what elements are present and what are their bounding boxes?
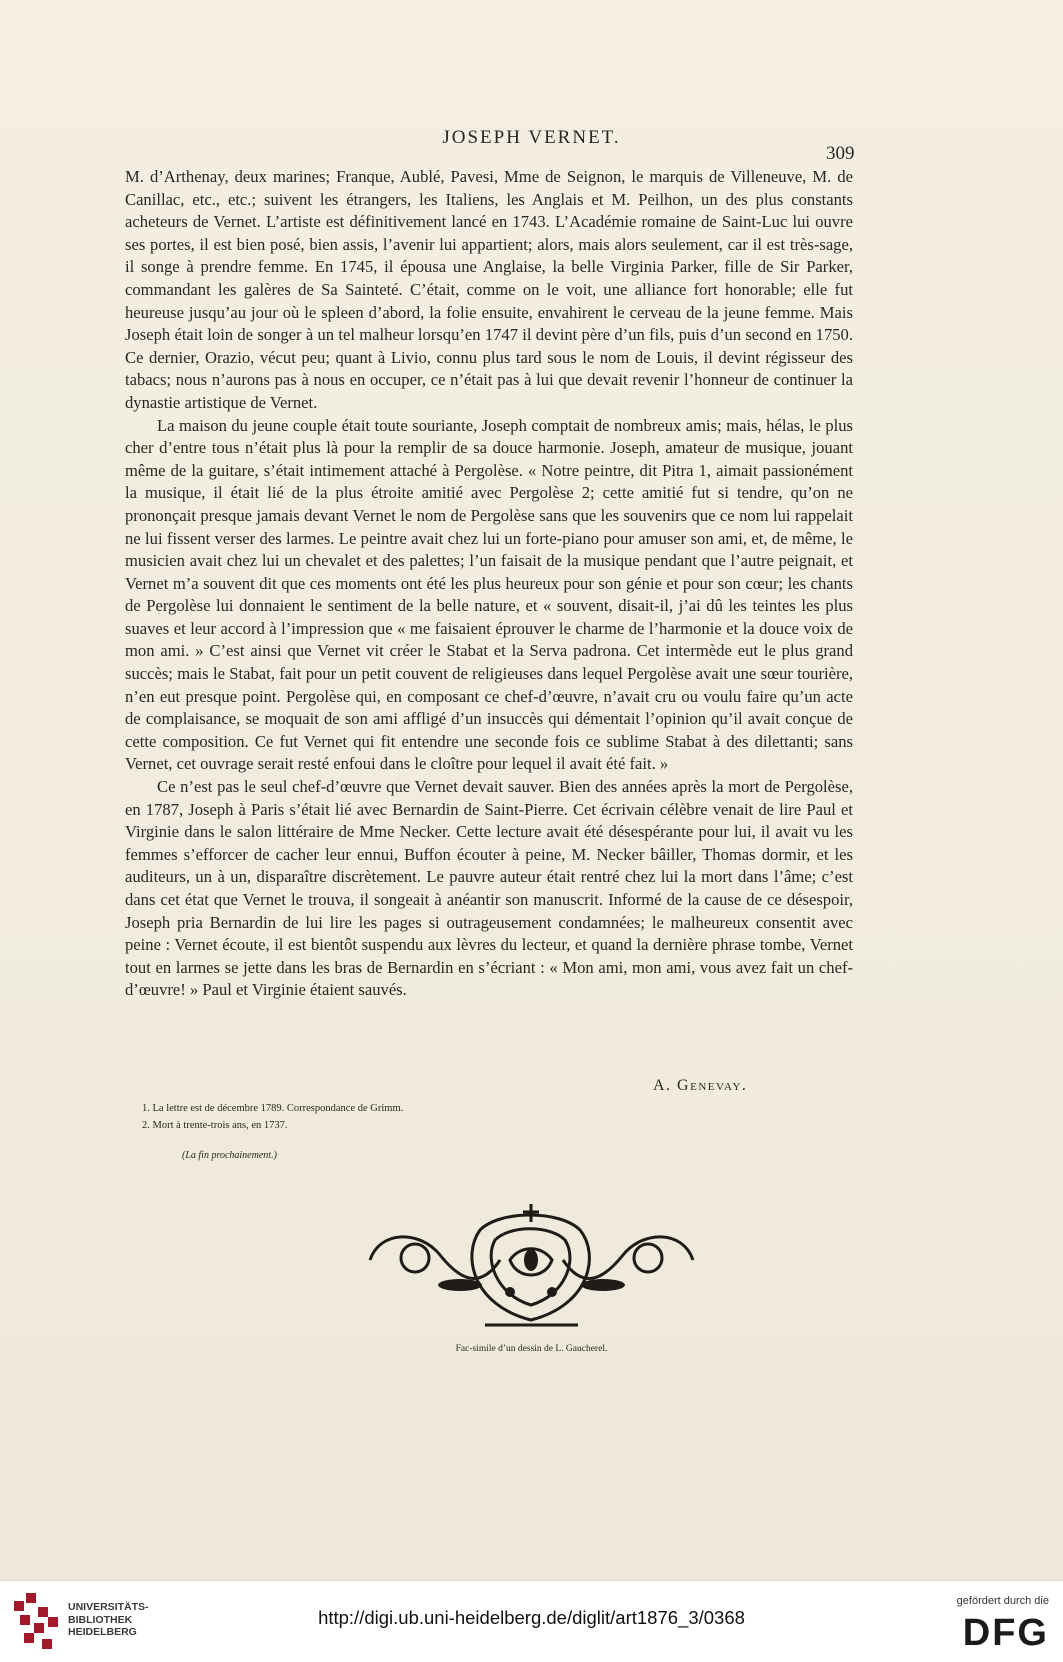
institution-name: UNIVERSITÄTS- BIBLIOTHEK HEIDELBERG [68,1601,149,1638]
dfg-logo: DFG [962,1612,1049,1654]
continuation-note: (La fin prochainement.) [182,1150,277,1161]
page-number: 309 [826,143,855,164]
running-head: JOSEPH VERNET. [442,127,621,148]
footnotes [142,1100,642,1134]
permalink-url[interactable]: http://digi.ub.uni-heidelberg.de/diglit/art1876_3/0368 [318,1607,745,1628]
footnote: 1. La lettre est de décembre 1789. Correspondance de Grimm. [142,1103,404,1114]
paragraph: La maison du jeune couple était toute souriante, Joseph comptait de nombreux amis; mais, hélas, le plus cher d’entre tous n’était plus là pour la remplir de sa douce harmonie. Joseph, amateur de musique, jouant même de la guitare, s’était intimement attaché à Pergolèse. « Notre peintre, dit Pitra 1, aimait passionément la musique, il était lié de la plus étroite amitié avec Pergolèse 2; cette amitié fut si tendre, qu’on ne prononçait presque jamais devant Vernet le nom de Pergolèse sans que les souvenirs que ce nom lui rappelait ne lui fissent verser des larmes. Le peintre avait chez lui un forte-piano pour amuser son ami, et, de même, le musicien avait chez lui un chevalet et des palettes; l’un faisait de la musique pendant que l’autre peignait, et Vernet m’a souvent dit que ces moments ont été les plus heureux pour son génie et pour son cœur; les chants de Pergolèse lui donnaient le sentiment de la belle nature, et « souvent, disait-il, j’ai dû les teintes les plus suaves et leur accord à l’impression que « me faisaient éprouver le charme de l’harmonie et la douce voix de mon ami. » C’est ainsi que Vernet vit créer le Stabat et la Serva padrona. Cet intermède eut le plus grand succès; mais le Stabat, fait pour un petit couvent de religieuses dans lequel Pergolèse avait une sœur tourière, n’en eut presque point. Pergolèse qui, en composant ce chef-d’œuvre, n’avait cru ou voulu faire qu’un acte de complaisance, se moquait de son ami affligé d’un insuccès qui démentait l’opinion qu’il avait conçue de cette composition. Ce fut Vernet qui fit entendre une seconde fois ce sublime Stabat à des dilettanti; sans Vernet, cet ouvrage serait resté enfoui dans le cloître pour lequel il avait été fait. » [125,415,853,774]
paragraph: M. d’Arthenay, deux marines; Franque, Aublé, Pavesi, Mme de Seignon, le marquis de Villeneuve, M. de Canillac, etc., etc.; suivent les étrangers, les Italiens, les Anglais et M. Peilhon, un des plus constants acheteurs de Vernet. L’artiste est définitivement lancé en 1743. L’Académie romaine de Saint-Luc lui ouvre ses portes, il est bien posé, bien assis, l’avenir lui appartient; alors, mais alors seulement, car il est très-sage, il songe à prendre femme. En 1745, il épousa une Anglaise, la belle Virginia Parker, fille de Sir Parker, commandant les galères de Sa Sainteté. C’était, comme on le voit, une alliance fort honorable; elle fut heureuse jusqu’au jour où le spleen d’abord, la folie ensuite, envahirent le cerveau de la jeune femme. Mais Joseph était loin de songer à un tel malheur lorsqu’en 1747 il devint père d’un fils, puis d’un second en 1750. Ce dernier, Orazio, vécut peu; quant à Livio, connu plus tard sous le nom de Louis, il devint régisseur des tabacs; nous n’aurons pas à nous en occuper, ce n’était pas à lui que devait revenir l’honneur de continuer la dynastie artistique de Vernet. [125,167,853,412]
author-signature: A. Genevay. [653,1077,748,1094]
article-body [125,166,853,1002]
footnote: 2. Mort à trente-trois ans, en 1737. [142,1120,288,1131]
ornament-caption: Fac-simile d’un dessin de L. Gaucherel. [455,1344,608,1354]
decorative-ornament-illustration [360,1200,703,1340]
funded-by-label: gefördert durch die [956,1595,1049,1607]
viewer-footer [0,1580,1063,1662]
paragraph: Ce n’est pas le seul chef-d’œuvre que Vernet devait sauver. Bien des années après la mort de Pergolèse, en 1787, Joseph à Paris s’était lié avec Bernardin de Saint-Pierre. Cet écrivain célèbre venait de lire Paul et Virginie dans le salon littéraire de Mme Necker. Cette lecture avait été désespérante pour lui, il avait vu les femmes s’efforcer de cacher leur ennui, Buffon écouter à peine, M. Necker bâiller, Thomas dormir, et les auditeurs, un à un, disparaître discrètement. Le pauvre auteur était rentré chez lui la mort dans l’âme; c’est dans cet état que Vernet le trouva, il songeait à anéantir son manuscrit. Informé de la cause de ce désespoir, Joseph pria Bernardin de lui lire les pages si outrageusement condamnées; le malheureux consentit avec peine : Vernet écoute, il est bientôt suspendu aux lèvres du lecteur, et quand la dernière phrase tombe, Vernet tout en larmes se jette dans les bras de Bernardin en s’écriant : « Mon ami, mon ami, vous avez fait un chef-d’œuvre! » Paul et Virginie étaient sauvés. [125,777,853,1000]
